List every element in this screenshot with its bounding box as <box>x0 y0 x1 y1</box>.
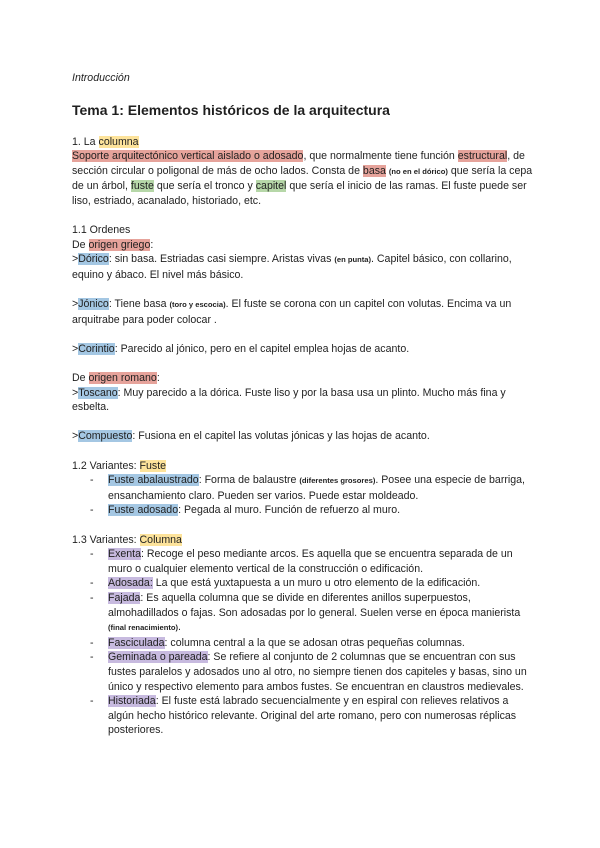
fajada-text-1: : Es aquella columna que se divide en diferentes anillos superpuestos, almohadillados o fajas. Son adosadas por lo general. Suelen verse en época manierista <box>108 592 521 619</box>
spacer <box>72 518 534 533</box>
section-1-definition <box>72 149 534 208</box>
dorico-keyword: Dórico <box>78 253 109 266</box>
section-1-2-prefix: 1.2 Variantes: <box>72 459 140 472</box>
spacer <box>72 415 534 430</box>
spacer <box>72 444 534 459</box>
fuste-abalaustrado-note: (diferentes grosores) <box>299 476 376 486</box>
columna-keyword: columna <box>98 135 139 148</box>
definition-highlight-2: estructural <box>457 150 508 163</box>
geminada-text: : Se refiere al conjunto de 2 columnas que se encuentran con sus fustes paralelos y adosados uno al otro, no siempre tienen dos capiteles y basas, sino un único y respectivo elemento para ambos fustes. Se encuentran en claustros medievales. <box>108 651 527 693</box>
adosada-text: La que está yuxtapuesta a un muro u otro elemento de la edificación. <box>152 577 481 590</box>
jonico-keyword: Jónico <box>78 298 109 311</box>
toscano-keyword: Toscano <box>78 386 118 399</box>
list-item <box>108 636 534 651</box>
fuste-abalaustrado-keyword: Fuste abalaustrado <box>108 474 199 487</box>
definition-text-2: , de sección circular o poligonal de más de ocho lados. Consta de <box>72 150 525 177</box>
document-page <box>72 64 534 738</box>
toscano-text: : Muy parecido a la dórica. Fuste liso y por la basa usa un plinto. Mucho más fina y esbelta. <box>72 386 506 414</box>
spacer <box>72 357 534 372</box>
fuste-variants-list <box>72 473 534 518</box>
fuste-variant-keyword: Fuste <box>139 459 167 472</box>
fuste-adosado-keyword: Fuste adosado <box>108 504 179 517</box>
exenta-text: : Recoge el peso mediante arcos. Es aquella que se encuentra separada de un muro o cualquier elemento vertical de la construcción o edificación. <box>108 548 513 575</box>
compuesto-text: : Fusiona en el capitel las volutas jónicas y las hojas de acanto. <box>132 430 430 443</box>
greek-prefix: De <box>72 238 89 251</box>
corintio-entry <box>72 342 534 357</box>
historiada-text: : El fuste está labrado secuencialmente y en espiral con relieves relativos a algún hecho histórico relevante. Original del arte romano, pero con numerosas réplicas posteriores. <box>108 695 517 737</box>
roman-prefix: De <box>72 372 89 385</box>
list-item <box>108 591 534 636</box>
greek-origin-highlight: origen griego <box>88 238 151 251</box>
definition-text-3: que sería la cepa de un árbol, <box>72 164 533 193</box>
toscano-entry <box>72 386 534 415</box>
greek-origin-label <box>72 238 534 253</box>
list-item <box>108 576 534 591</box>
fasciculada-text: : columna central a la que se adosan otras pequeñas columnas. <box>164 636 465 649</box>
fuste-abalaustrado-text-1: : Forma de balaustre <box>198 474 300 487</box>
definition-text-4: que sería el tronco y <box>153 180 256 193</box>
page-title: Tema 1: Elementos históricos de la arquitectura <box>72 101 390 118</box>
section-1-1-heading: 1.1 Ordenes <box>72 224 131 237</box>
jonico-marker: > <box>72 298 79 311</box>
definition-highlight-1: Soporte arquitectónico vertical aislado o adosado <box>72 150 304 163</box>
list-item <box>108 547 534 576</box>
fuste-keyword: fuste <box>130 180 154 193</box>
definition-text-5: que sería el inicio de las ramas. El fuste puede ser liso, estriado, acanalado, historiado, etc. <box>72 180 527 207</box>
adosada-keyword: Adosada: <box>108 577 153 590</box>
section-1-3-heading <box>72 533 534 548</box>
intro-label: Introducción <box>72 72 130 84</box>
spacer <box>72 119 534 135</box>
list-item <box>108 473 534 503</box>
compuesto-marker: > <box>72 430 79 443</box>
definition-text-1: , que normalmente tiene función <box>303 150 458 163</box>
spacer <box>72 209 534 224</box>
columna-variant-keyword: Columna <box>139 533 182 546</box>
compuesto-keyword: Compuesto <box>78 430 133 443</box>
section-1-prefix: 1. La <box>72 135 99 148</box>
historiada-keyword: Historiada <box>108 695 156 708</box>
toscano-marker: > <box>72 386 79 399</box>
geminada-keyword: Geminada o pareada <box>108 651 208 664</box>
corintio-text: : Parecido al jónico, pero en el capitel emplea hojas de acanto. <box>114 342 410 355</box>
spacer <box>72 327 534 342</box>
dorico-note: (en punta) <box>334 255 372 265</box>
dorico-text-2: . Capitel básico, con collarino, equino y ábaco. El nivel más básico. <box>72 253 512 281</box>
basa-keyword: basa <box>362 164 386 177</box>
section-1-2-heading <box>72 459 534 474</box>
roman-suffix: : <box>156 372 160 385</box>
corintio-keyword: Corintio <box>78 342 115 355</box>
roman-origin-highlight: origen romano <box>88 372 157 385</box>
corintio-marker: > <box>72 342 79 355</box>
list-item <box>108 694 534 738</box>
exenta-keyword: Exenta <box>108 548 141 561</box>
greek-suffix: : <box>150 238 154 251</box>
fajada-text-2: . <box>178 621 181 634</box>
fajada-keyword: Fajada <box>108 592 141 604</box>
basa-note: (no en el dórico) <box>388 166 448 176</box>
fuste-abalaustrado-text-2: . Posee una especie de barriga, ensanchamiento claro. Pueden ser varios. Puede estar moldeado. <box>108 474 525 502</box>
fajada-note: (final renacimiento) <box>108 623 179 633</box>
dorico-entry <box>72 252 534 282</box>
jonico-text-2: . El fuste se corona con un capitel con volutas. Encima va un arquitrabe para poder colocar . <box>72 298 512 326</box>
list-item <box>108 650 534 694</box>
spacer <box>72 283 534 298</box>
jonico-text-1: : Tiene basa <box>108 298 170 311</box>
fuste-adosado-text: : Pegada al muro. Función de refuerzo al muro. <box>178 504 401 517</box>
dorico-text-1: : sin basa. Estriadas casi siempre. Aristas vivas <box>108 253 335 266</box>
compuesto-entry <box>72 429 534 444</box>
dorico-marker: > <box>72 253 79 266</box>
capitel-keyword: capitel <box>255 180 287 193</box>
jonico-entry <box>72 297 534 327</box>
roman-origin-label <box>72 371 534 386</box>
section-1-heading <box>72 135 534 150</box>
list-item <box>108 503 534 518</box>
columna-variants-list <box>72 547 534 738</box>
section-1-3-prefix: 1.3 Variantes: <box>72 533 140 546</box>
jonico-note: (toro y escocia) <box>169 300 226 310</box>
fasciculada-keyword: Fasciculada <box>108 636 165 649</box>
